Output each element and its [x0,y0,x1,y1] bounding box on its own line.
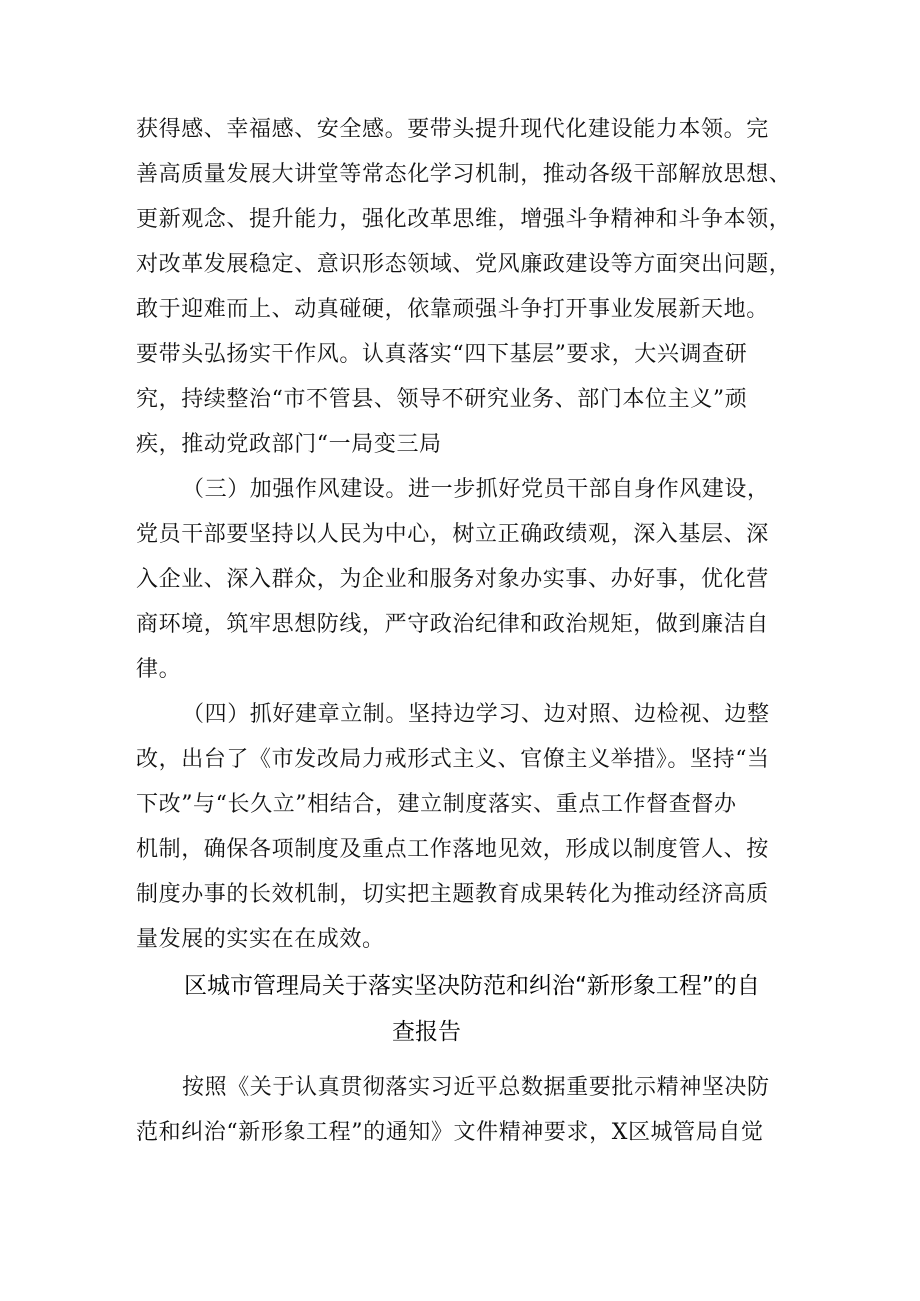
text-line: （四）抓好建章立制。坚持边学习、边对照、边检视、边整 [182,702,770,727]
text-line: 更新观念、提升能力，强化改革思维，增强斗争精神和斗争本领， [136,207,792,232]
text-line: 对改革发展稳定、意识形态领域、党风廉政建设等方面突出问题， [136,252,792,277]
text-line: 要带头弘扬实干作风。认真落实“四下基层”要求，大兴调查研 [136,342,748,367]
text-line: 获得感、幸福感、安全感。要带头提升现代化建设能力本领。完 [136,117,769,142]
text-line: 入企业、深入群众，为企业和服务对象办实事、办好事，优化营 [136,567,769,592]
title-line: 查报告 [392,1019,461,1045]
text-line: 下改”与“长久立”相结合，建立制度落实、重点工作督查督办 [136,792,737,817]
text-line: 改，出台了《市发改局力戒形式主义、官僚主义举措》。坚持“当 [136,747,770,772]
text-line: （三）加强作风建设。进一步抓好党员干部自身作风建设， [182,477,770,502]
text-line: 制度办事的长效机制，切实把主题教育成果转化为推动经济高质 [136,882,769,907]
text-line: 律。 [136,657,182,682]
text-line: 范和纠治“新形象工程”的通知》文件精神要求，X区城管局自觉 [136,1120,764,1145]
text-line: 疾，推动党政部门“一局变三局 [136,432,442,457]
text-line: 机制，确保各项制度及重点工作落地见效，形成以制度管人、按 [136,837,769,862]
text-line: 量发展的实实在在成效。 [136,927,385,952]
title-line: 区城市管理局关于落实坚决防范和纠治“新形象工程”的自 [184,973,760,999]
text-line: 善高质量发展大讲堂等常态化学习机制，推动各级干部解放思想、 [136,162,792,187]
text-line: 党员干部要坚持以人民为中心，树立正确政绩观，深入基层、深 [136,522,769,547]
text-line: 敢于迎难而上、动真碰硬，依靠顽强斗争打开事业发展新天地。 [136,297,769,322]
text-line: 按照《关于认真贯彻落实习近平总数据重要批示精神坚决防 [182,1075,770,1100]
text-line: 究，持续整治“市不管县、领导不研究业务、部门本位主义”顽 [136,387,748,412]
text-line: 商环境，筑牢思想防线，严守政治纪律和政治规矩，做到廉洁自 [136,612,769,637]
